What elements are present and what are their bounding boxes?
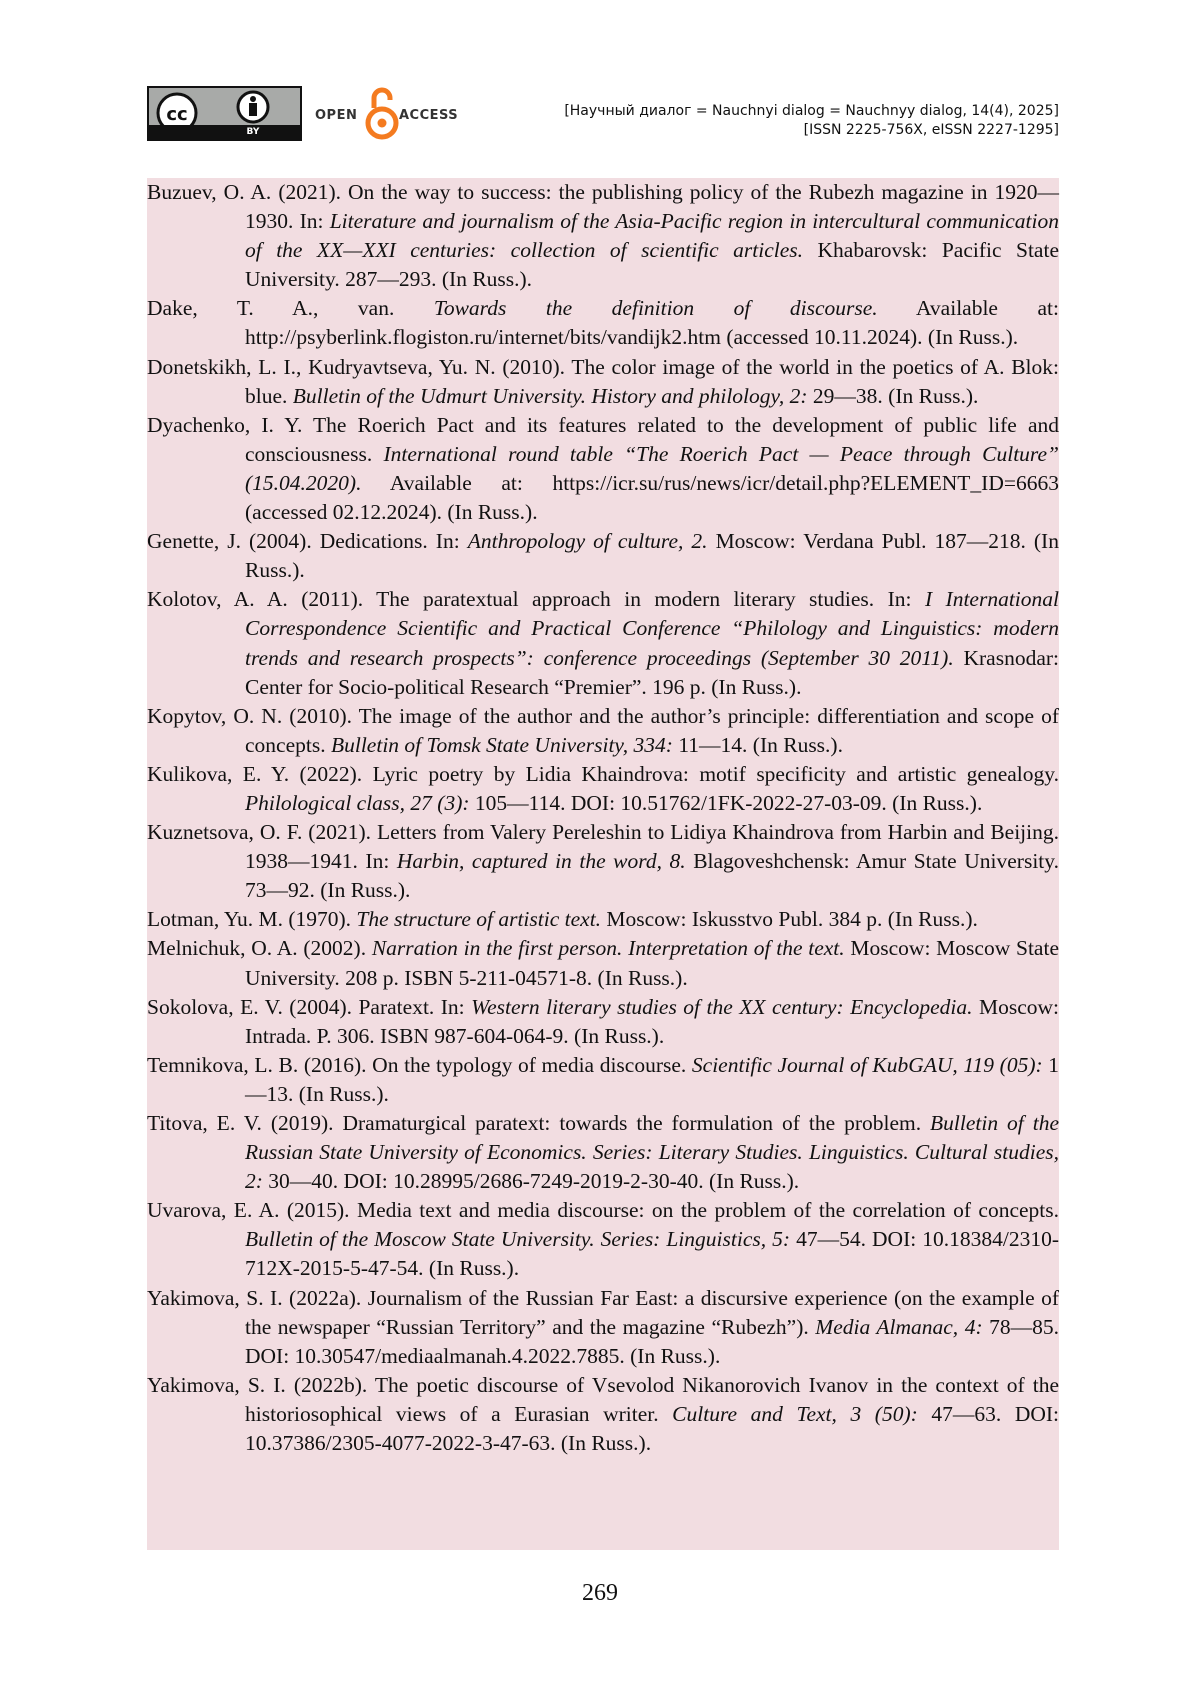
page-number: 269 [0,1580,1200,1607]
reference-source: Culture and Text, 3 (50): [672,1402,918,1426]
reference-source: Bulletin of the Russian State University of Economics. Series: Literary Studies. Linguistics. Cultural studies, 2: [245,1111,1059,1193]
reference-source: Bulletin of the Udmurt University. History and philology, 2: [293,384,808,408]
open-access-access-text: ACCESS [399,108,458,123]
reference-item: Dake, T. A., van. Towards the definition of discourse. Available at: http://psyberlink.flogiston.ru/internet/bits/vandijk2.htm (accessed 10.11.2024). (In Russ.). [147,294,1059,352]
reference-item: Uvarova, E. A. (2015). Media text and media discourse: on the problem of the correlation of concepts. Bulletin of the Moscow State University. Series: Linguistics, 5: 47—54. DOI: 10.18384/2310-712X-2015-5-47-54. (In Russ.). [147,1196,1059,1283]
reference-item: Dyachenko, I. Y. The Roerich Pact and its features related to the development of public life and consciousness. International round table “The Roerich Pact — Peace through Culture” (15.04.2020). Available at: https://icr.su/rus/news/icr/detail.php?ELEMENT_ID=6663 (accessed 02.12.2024). (In Russ.). [147,411,1059,527]
reference-source: Literature and journalism of the Asia-Pacific region in intercultural communication of the XX—XXI centuries: collection of scientific articles. [245,209,1059,262]
cc-by-license-badge[interactable] [147,86,302,141]
reference-item: Yakimova, S. I. (2022b). The poetic discourse of Vsevolod Nikanorovich Ivanov in the context of the historiosophical views of a Eurasian writer. Culture and Text, 3 (50): 47—63. DOI: 10.37386/2305-4077-2022-3-47-63. (In Russ.). [147,1371,1059,1458]
reference-item: Genette, J. (2004). Dedications. In: Anthropology of culture, 2. Moscow: Verdana Publ. 187—218. (In Russ.). [147,527,1059,585]
reference-source: I International Correspondence Scientific and Practical Conference “Philology and Linguistics: modern trends and research prospects”: conference proceedings (September 30 2011). [245,587,1059,669]
reference-source: International round table “The Roerich Pact — Peace through Culture” (15.04.2020). [245,442,1059,495]
journal-citation [564,102,1059,140]
reference-source: Harbin, captured in the word, 8. [397,849,686,873]
reference-source: Narration in the first person. Interpretation of the text. [372,936,845,960]
cc-by-label: BY [239,126,267,138]
reference-item: Kopytov, O. N. (2010). The image of the author and the author’s principle: differentiation and scope of concepts. Bulletin of Tomsk State University, 334: 11—14. (In Russ.). [147,702,1059,760]
reference-source: Scientific Journal of KubGAU, 119 (05): [692,1053,1043,1077]
reference-item: Kulikova, E. Y. (2022). Lyric poetry by Lidia Khaindrova: motif specificity and artistic genealogy. Philological class, 27 (3): 105—114. DOI: 10.51762/1FK-2022-27-03-09. (In Russ.). [147,760,1059,818]
reference-source: Bulletin of the Moscow State University. Series: Linguistics, 5: [245,1227,790,1251]
reference-item: Buzuev, O. A. (2021). On the way to success: the publishing policy of the Rubezh magazine in 1920—1930. In: Literature and journalism of the Asia-Pacific region in intercultural communication of the XX—XXI centuries: collection of scientific articles. Khabarovsk: Pacific State University. 287—293. (In Russ.). [147,178,1059,294]
reference-source: Towards the definition of discourse. [434,296,878,320]
reference-source: Bulletin of Tomsk State University, 334: [331,733,673,757]
open-access-open-text: OPEN [315,108,357,123]
journal-title-line: [Научный диалог = Nauchnyi dialog = Nauchnyy dialog, 14(4), 2025] [564,102,1059,121]
reference-item: Melnichuk, O. A. (2002). Narration in the first person. Interpretation of the text. Moscow: Moscow State University. 208 p. ISBN 5-211-04571-8. (In Russ.). [147,934,1059,992]
reference-source: Media Almanac, 4: [815,1315,982,1339]
open-access-lock-icon [365,86,399,142]
reference-item: Sokolova, E. V. (2004). Paratext. In: Western literary studies of the XX century: Encyclopedia. Moscow: Intrada. P. 306. ISBN 987-604-064-9. (In Russ.). [147,993,1059,1051]
reference-source: The structure of artistic text. [356,907,601,931]
reference-source: Anthropology of culture, 2. [468,529,708,553]
reference-item: Yakimova, S. I. (2022a). Journalism of the Russian Far East: a discursive experience (on the example of the newspaper “Russian Territory” and the magazine “Rubezh”). Media Almanac, 4: 78—85. DOI: 10.30547/mediaalmanah.4.2022.7885. (In Russ.). [147,1284,1059,1371]
references-list [147,178,1059,1550]
reference-item: Temnikova, L. B. (2016). On the typology of media discourse. Scientific Journal of KubGAU, 119 (05): 1—13. (In Russ.). [147,1051,1059,1109]
cc-by-icon [149,88,304,129]
reference-source: Philological class, 27 (3): [245,791,470,815]
reference-source: Western literary studies of the XX century: Encyclopedia. [471,995,972,1019]
reference-item: Kuznetsova, O. F. (2021). Letters from Valery Pereleshin to Lidiya Khaindrova from Harbin and Beijing. 1938—1941. In: Harbin, captured in the word, 8. Blagoveshchensk: Amur State University. 73—92. (In Russ.). [147,818,1059,905]
reference-item: Kolotov, A. A. (2011). The paratextual approach in modern literary studies. In: I International Correspondence Scientific and Practical Conference “Philology and Linguistics: modern trends and research prospects”: conference proceedings (September 30 2011). Krasnodar: Center for Socio-political Research “Premier”. 196 p. (In Russ.). [147,585,1059,701]
svg-text:cc: cc [166,104,187,125]
page-header [147,86,1059,142]
reference-item: Donetskikh, L. I., Kudryavtseva, Yu. N. (2010). The color image of the world in the poetics of A. Blok: blue. Bulletin of the Udmurt University. History and philology, 2: 29—38. (In Russ.). [147,353,1059,411]
reference-item: Lotman, Yu. M. (1970). The structure of artistic text. Moscow: Iskusstvo Publ. 384 p. (In Russ.). [147,905,1059,934]
reference-item: Titova, E. V. (2019). Dramaturgical paratext: towards the formulation of the problem. Bulletin of the Russian State University of Economics. Series: Literary Studies. Linguistics. Cultural studies, 2: 30—40. DOI: 10.28995/2686-7249-2019-2-30-40. (In Russ.). [147,1109,1059,1196]
open-access-logo[interactable] [315,86,460,142]
journal-issn-line: [ISSN 2225-756X, eISSN 2227-1295] [564,121,1059,140]
